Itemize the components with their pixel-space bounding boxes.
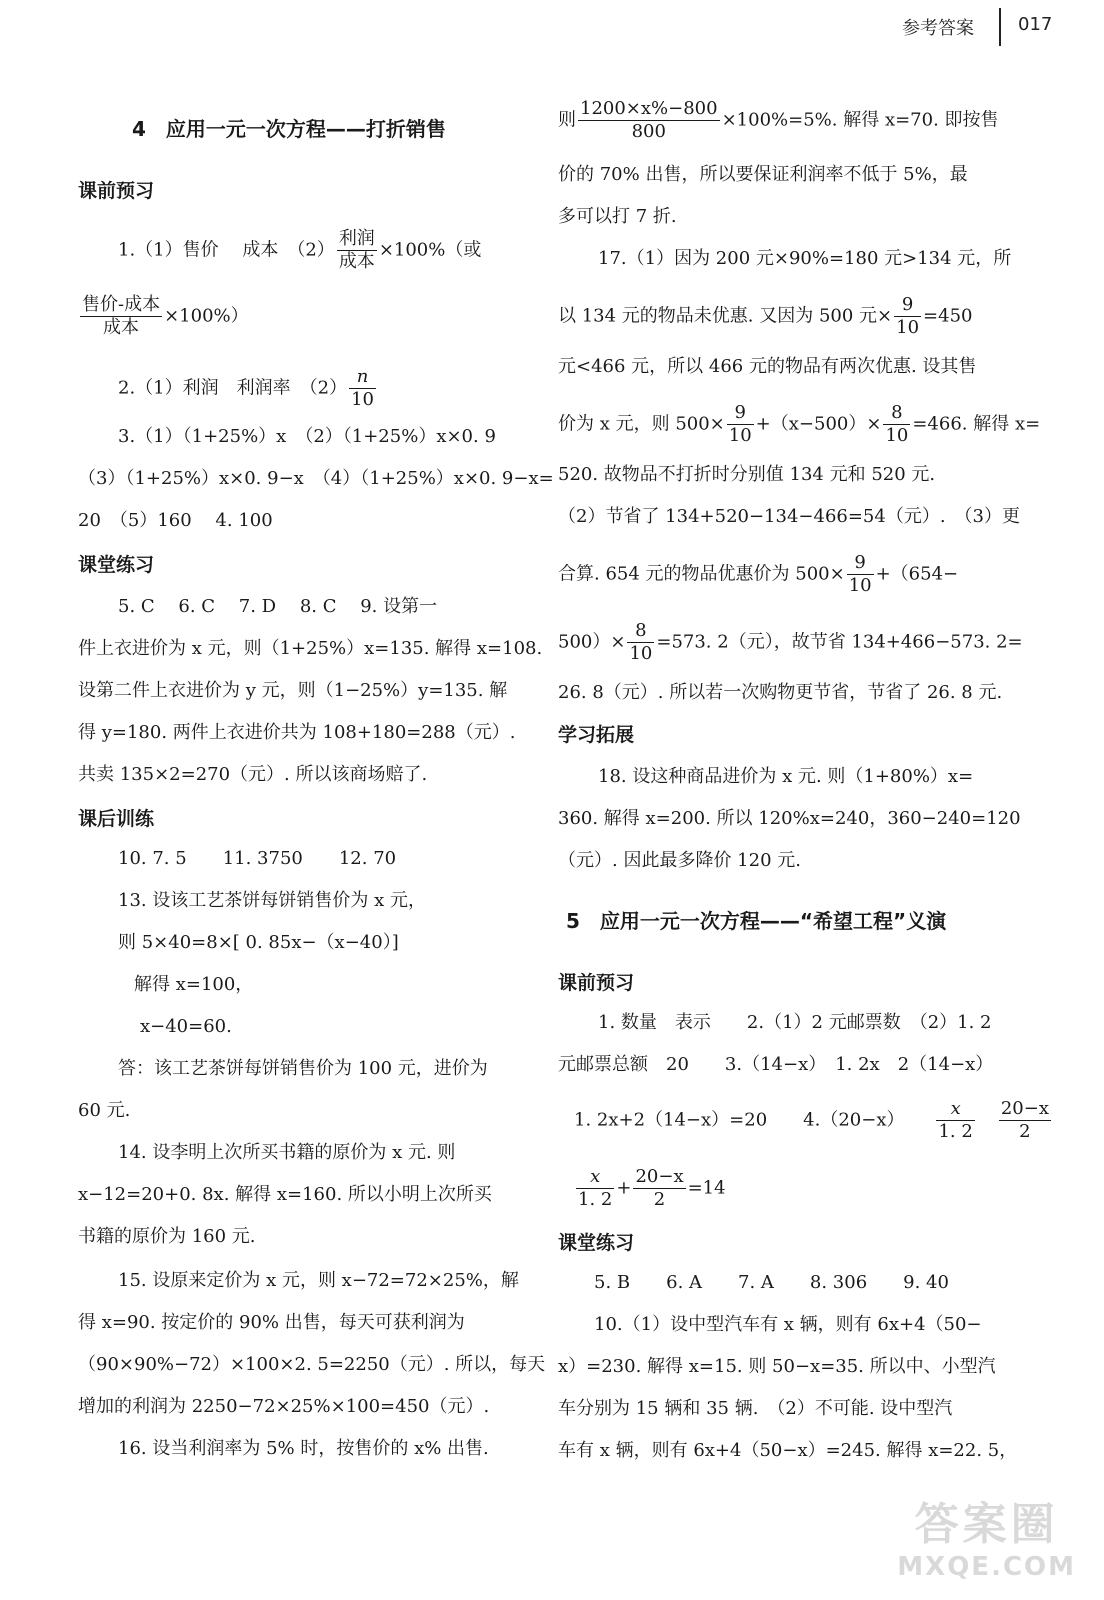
- answer-line: 元<466 元，所以 466 元的物品有两次优惠. 设其售: [558, 356, 977, 377]
- lesson-title-4: 4 应用一元一次方程——打折销售: [132, 117, 446, 141]
- answer-line: 设第二件上衣进价为 y 元，则（1−25%）y=135. 解: [78, 680, 508, 701]
- answer-line: 车分别为 15 辆和 35 辆. （2）不可能. 设中型汽: [558, 1398, 953, 1419]
- answer-line: 500）× $\frac{8}{10}$ =573. 2（元），故节省 134+466−573. 2=: [558, 620, 1023, 664]
- answer-line: 13. 设该工艺茶饼每饼销售价为 x 元，: [118, 890, 426, 911]
- header-section: 参考答案: [902, 18, 974, 39]
- answer-line: （3）（1+25%）x×0. 9−x （4）（1+25%）x×0. 9−x=: [78, 468, 554, 489]
- answer-line: 360. 解得 x=200. 所以 120%x=240，360−240=120: [558, 808, 1021, 829]
- answer-line: 10. 7. 5 11. 3750 12. 70: [118, 848, 397, 869]
- answer-line: 得 y=180. 两件上衣进价共为 108+180=288（元）.: [78, 722, 516, 743]
- answer-line: 价的 70% 出售，所以要保证利润率不低于 5%，最: [558, 164, 968, 185]
- header-divider: [999, 8, 1001, 46]
- answer-line: 共卖 135×2=270（元）. 所以该商场赔了.: [78, 764, 428, 785]
- answer-line: x）=230. 解得 x=15. 则 50−x=35. 所以中、小型汽: [558, 1356, 996, 1377]
- answer-line: 5. B 6. A 7. A 8. 306 9. 40: [594, 1272, 949, 1293]
- answer-line: 件上衣进价为 x 元，则（1+25%）x=135. 解得 x=108.: [78, 638, 543, 659]
- watermark-logo: 答案圈 MXQE.COM: [897, 1499, 1076, 1582]
- answer-line: 5. C 6. C 7. D 8. C 9. 设第一: [118, 596, 438, 617]
- answer-line: （90×90%−72）×100×2. 5=2250（元）. 所以，每天: [78, 1354, 546, 1375]
- answer-line: 60 元.: [78, 1100, 131, 1121]
- answer-line: 价为 x 元，则 500× $\frac{9}{10}$ +（x−500）× $\frac{8}{10}$ =466. 解得 x=: [558, 402, 1041, 446]
- answer-line: 书籍的原价为 160 元.: [78, 1226, 256, 1247]
- answer-line: 则 $\frac{1200\times x\%-800}{800}$ ×100%=5%. 解得 x=70. 即按售: [558, 98, 999, 142]
- answer-line: 1. 数量 表示 2.（1）2 元邮票数 （2）1. 2: [598, 1012, 992, 1033]
- answer-line: 17.（1）因为 200 元×90%=180 元>134 元，所: [598, 248, 1012, 269]
- answer-line: 15. 设原来定价为 x 元，则 x−72=72×25%，解: [118, 1270, 519, 1291]
- section-preview-2: 课前预习: [558, 972, 635, 994]
- answer-line: 以 134 元的物品未优惠. 又因为 500 元× $\frac{9}{10}$ =450: [558, 294, 973, 338]
- answer-line: x−12=20+0. 8x. 解得 x=160. 所以小明上次所买: [78, 1184, 492, 1205]
- answer-line: 则 5×40=8×[ 0. 85x−（x−40）]: [118, 932, 399, 953]
- answer-line: 10.（1）设中型汽车有 x 辆，则有 6x+4（50−: [594, 1314, 982, 1335]
- answer-line: 答：该工艺茶饼每饼销售价为 100 元，进价为: [118, 1058, 488, 1079]
- section-classwork: 课堂练习: [78, 554, 155, 576]
- section-classwork-2: 课堂练习: [558, 1232, 635, 1254]
- answer-line: 20 （5）160 4. 100: [78, 510, 273, 531]
- answer-line: 合算. 654 元的物品优惠价为 500× $\frac{9}{10}$ +（654−: [558, 552, 959, 596]
- lesson-title-5: 5 应用一元一次方程——“希望工程”义演: [566, 909, 947, 933]
- answer-line: 增加的利润为 2250−72×25%×100=450（元）.: [78, 1396, 490, 1417]
- answer-line: 3.（1）（1+25%）x （2）（1+25%）x×0. 9: [118, 426, 496, 447]
- answer-line: 18. 设这种商品进价为 x 元. 则（1+80%）x=: [598, 766, 974, 787]
- answer-line: （2）节省了 134+520−134−466=54（元）. （3）更: [558, 506, 1021, 527]
- answer-line: 14. 设李明上次所买书籍的原价为 x 元. 则: [118, 1142, 456, 1163]
- answer-line: 520. 故物品不打折时分别值 134 元和 520 元.: [558, 464, 936, 485]
- answer-line: x−40=60.: [140, 1016, 232, 1037]
- section-extension: 学习拓展: [558, 724, 635, 746]
- page-number: 017: [1018, 14, 1053, 35]
- section-preview: 课前预习: [78, 180, 155, 202]
- answer-line: 2.（1）利润 利润率 （2） $\frac{n}{10}$: [118, 366, 374, 410]
- answer-line: 1.（1）售价 成本 （2） $\frac{\text{利润}}{\text{成本}}$ ×100%（或: [118, 228, 482, 272]
- answer-line: 26. 8（元）. 所以若一次购物更节省，节省了 26. 8 元.: [558, 682, 1003, 703]
- answer-line: 元邮票总额 20 3.（14−x） 1. 2x 2（14−x）: [558, 1054, 994, 1075]
- section-homework: 课后训练: [78, 808, 155, 830]
- answer-line: 16. 设当利润率为 5% 时，按售价的 x% 出售.: [118, 1438, 489, 1459]
- answer-line: 车有 x 辆，则有 6x+4（50−x）=245. 解得 x=22. 5，: [558, 1440, 1018, 1461]
- answer-line: 多可以打 7 折.: [558, 206, 677, 227]
- answer-line: 得 x=90. 按定价的 90% 出售，每天可获利润为: [78, 1312, 465, 1333]
- answer-line: 解得 x=100，: [134, 974, 254, 995]
- answer-line: $\frac{\text{售价-成本}}{\text{成本}}$ ×100%）: [82, 294, 249, 338]
- answer-line: （元）. 因此最多降价 120 元.: [558, 850, 801, 871]
- answer-line: $\frac{x}{1. 2}$ + $\frac{20-x}{2}$ =14: [578, 1166, 726, 1210]
- answer-line: 1. 2x+2（14−x）=20 4.（20−x） $\frac{x}{1. 2}$ $\frac{20-x}{2}$: [574, 1098, 1049, 1142]
